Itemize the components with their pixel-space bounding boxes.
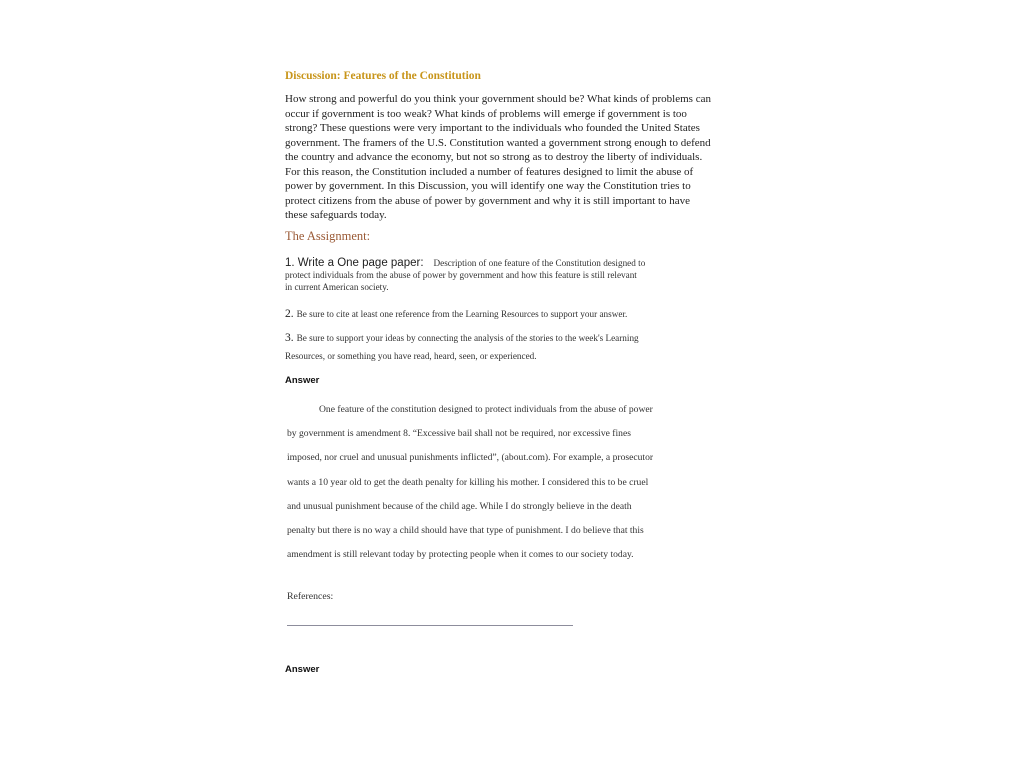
assignment-item-1-first-line — [285, 257, 745, 269]
assignment-item-1-line: protect individuals from the abuse of power by government and how this feature is still relevant — [285, 270, 637, 280]
intro-line: occur if government is too weak? What kinds of problems will emerge if government is too — [285, 107, 687, 120]
intro-line: power by government. In this Discussion, you will identify one way the Constitution tries to — [285, 180, 691, 192]
assignment-item-3-line: Resources, or something you have read, heard, seen, or experienced. — [285, 351, 537, 361]
answer-line: penalty but there is no way a child should have that type of punishment. I do believe that this — [287, 525, 644, 537]
answer-line: by government is amendment 8. “Excessive bail shall not be required, nor excessive fines — [287, 428, 631, 440]
intro-line: the country and advance the economy, but not so strong as to destroy the liberty of individuals. — [285, 151, 703, 163]
intro-line: strong? These questions were very important to the individuals who founded the United States — [285, 122, 700, 134]
assignment-item-2-text: Be sure to cite at least one reference from the Learning Resources to support your answer. — [296, 309, 628, 319]
answer-label: Answer — [285, 375, 320, 386]
intro-line: protect citizens from the abuse of power by government and why it is still important to have — [285, 194, 691, 207]
assignment-item-2-number: 2. — [285, 308, 294, 320]
assignment-item-3-first-line — [285, 329, 639, 347]
assignment-item-1-line: in current American society. — [285, 282, 389, 292]
assignment-item-3-text: Be sure to support your ideas by connecting the analysis of the stories to the week's Learning — [296, 333, 639, 343]
answer-line: imposed, nor cruel and unusual punishments inflicted”, (about.com). For example, a prosecutor — [287, 452, 654, 464]
assignment-item-3-number: 3. — [285, 332, 294, 344]
references-label: References: — [287, 591, 334, 602]
assignment-item-1 — [285, 257, 745, 293]
answer-line: wants a 10 year old to get the death penalty for killing his mother. I considered this to be cruel — [287, 476, 649, 488]
assignment-heading: The Assignment: — [285, 229, 371, 243]
answer-line: and unusual punishment because of the child age. While I do strongly believe in the death — [287, 500, 632, 512]
answer-line: One feature of the constitution designed to protect individuals from the abuse of power — [319, 404, 653, 415]
intro-line: government. The framers of the U.S. Constitution wanted a government strong enough to defend — [285, 136, 711, 149]
discussion-title: Discussion: Features of the Constitution — [285, 70, 481, 82]
answer-paragraph — [287, 398, 653, 567]
assignment-item-2 — [285, 308, 627, 320]
intro-line: How strong and powerful do you think your government should be? What kinds of problems can — [285, 93, 711, 105]
intro-paragraph — [285, 92, 745, 223]
second-answer-label: Answer — [285, 664, 320, 675]
assignment-item-1-text: Description of one feature of the Constitution designed to — [433, 258, 646, 268]
assignment-item-3 — [285, 329, 639, 365]
intro-line: these safeguards today. — [285, 209, 387, 221]
references-divider — [287, 625, 573, 626]
assignment-item-1-lead: 1. Write a One page paper: — [285, 257, 424, 269]
intro-line: For this reason, the Constitution included a number of features designed to limit the abuse of — [285, 165, 694, 178]
answer-line: amendment is still relevant today by protecting people when it comes to our society today. — [287, 549, 634, 561]
